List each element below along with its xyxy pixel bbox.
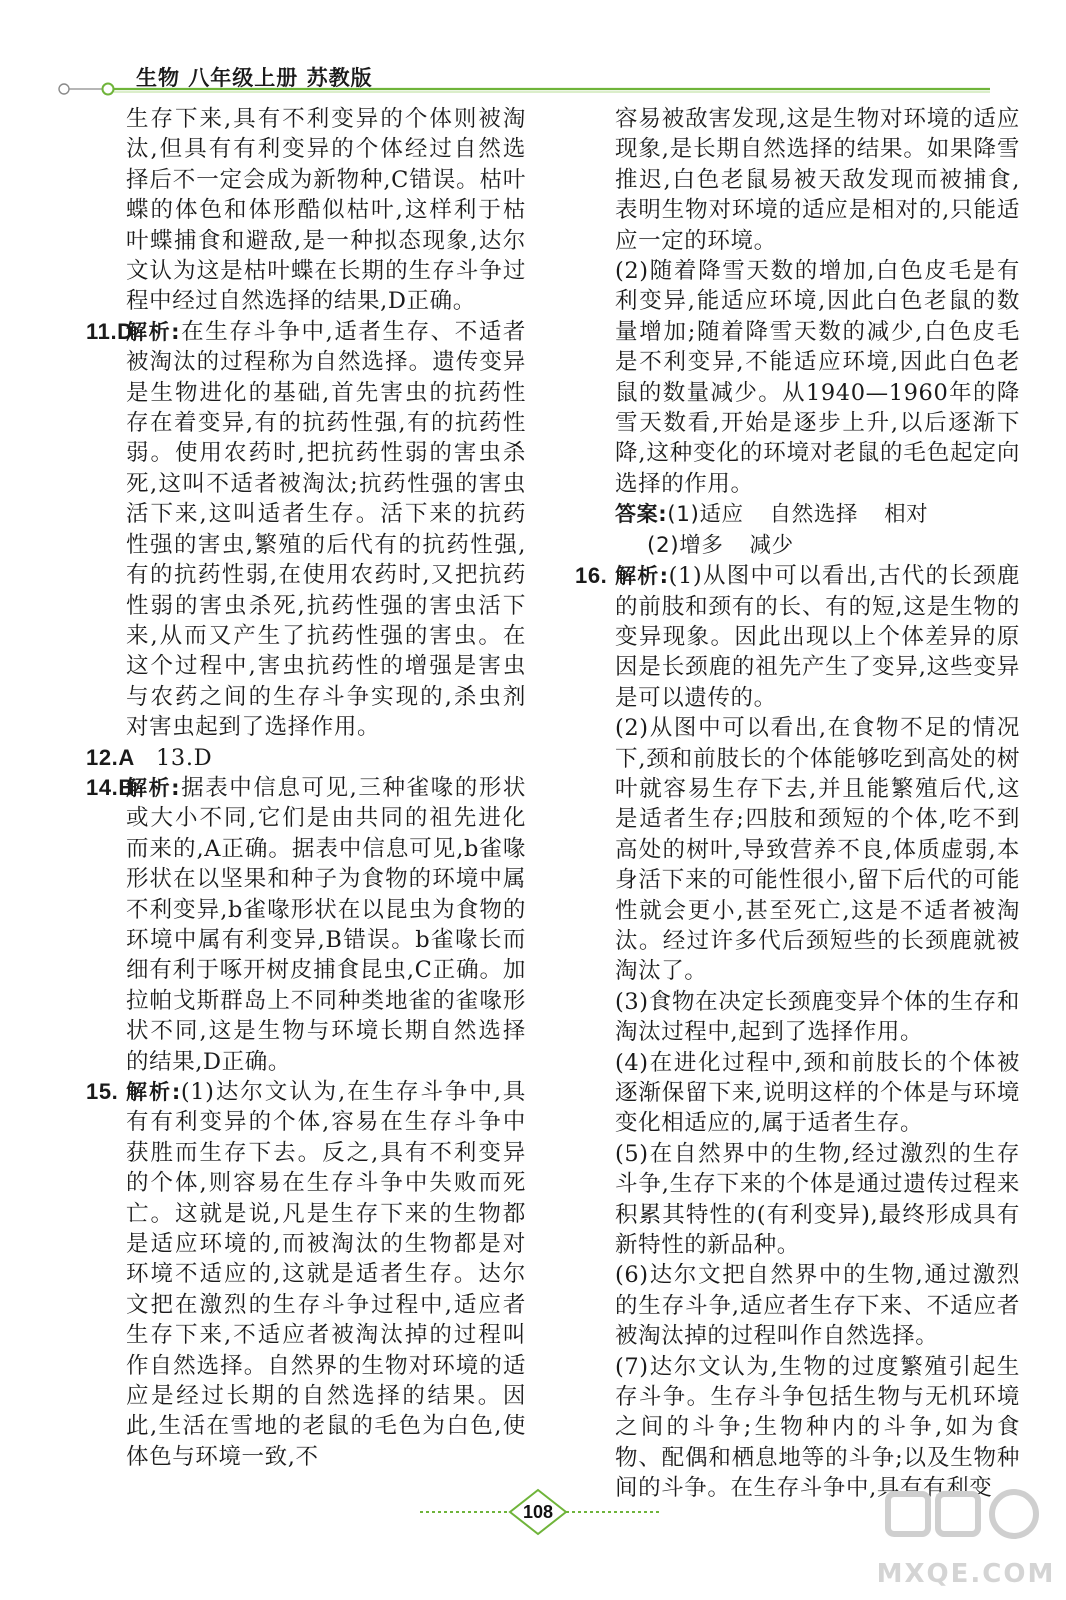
analysis-text: 在生存斗争中,适者生存、不适者被淘汰的过程称为自然选择。遗传变异是生物进化的基础,首先害虫的抗药性存在着变异,有的抗药性强,有的抗药性弱。使用农药时,把抗药性弱的害虫杀死,这叫不适者被淘汰;抗药性强的害虫活下来,这叫适者生存。活下来的抗药性强的害虫,繁殖的后代有的抗药性强,有的抗药性弱,在使用农药时,又把抗药性弱的害虫杀死,抗药性强的害虫活下来,从而又产生了抗药性强的害虫。在这个过程中,害虫抗药性的增强是害虫与农药之间的生存斗争实现的,杀虫剂对害虫起到了选择作用。 — [126, 318, 526, 741]
question-number-13: 13.D — [156, 744, 213, 771]
answer-5: 减少 — [749, 532, 794, 558]
answer-block-2 — [575, 531, 1020, 561]
page-number: 108 — [522, 1502, 554, 1522]
analysis-part-7: (7)达尔文认为,生物的过度繁殖引起生存斗争。生存斗争包括生物与无机环境之间的斗争;生物种内的斗争,如为食物、配偶和栖息地等的斗争;以及生物种间的斗争。在生存斗争中,具有有利变 — [615, 1353, 1020, 1502]
left-column — [86, 104, 526, 1472]
answer-2: 自然选择 — [769, 502, 859, 528]
analysis-label: 解析: — [126, 1080, 181, 1104]
analysis-text: (1)达尔文认为,在生存斗争中,具有有利变异的个体,容易在生存斗争中获胜而生存下去。反之,具有不利变异的个体,则容易在生存斗争中失败而死亡。这就是说,凡是生存下来的生物都是适应环境的,而被淘汰的生物都是对环境不适应的,这就是适者生存。达尔文把在激烈的生存斗争过程中,适应者生存下来,不适应者被淘汰掉的过程叫作自然选择。自然界的生物对环境的适应是经过长期的自然选择的结果。因此,生活在雪地的老鼠的毛色为白色,使体色与环境一致,不 — [126, 1079, 526, 1470]
continuation-paragraph: 生存下来,具有不利变异的个体则被淘汰,但具有有利变异的个体经过自然选择后不一定会成为新物种,C错误。枯叶蝶的体色和体形酷似枯叶,这样利于枯叶蝶捕食和避敌,是一种拟态现象,达尔文认为这是枯叶蝶在长期的生存斗争过程中经过自然选择的结果,D正确。 — [126, 106, 526, 315]
analysis-text: (1)从图中可以看出,古代的长颈鹿的前肢和颈有的长、有的短,这是生物的变异现象。因此出现以上个体差异的原因是长颈鹿的祖先产生了变异,这些变异是可以遗传的。 — [615, 563, 1020, 711]
continuation-paragraph: 容易被敌害发现,这是生物对环境的适应现象,是长期自然选择的结果。如果降雪推迟,白色老鼠易被天敌发现而被捕食,表明生物对环境的适应是相对的,只能适应一定的环境。 — [615, 106, 1020, 254]
analysis-part-2: (2)随着降雪天数的增加,白色皮毛是有利变异,能适应环境,因此白色老鼠的数量增加;随着降雪天数的减少,白色皮毛是不利变异,不能适应环境,因此白色老鼠的数量减少。从1940—1960年的降雪天数看,开始是逐步上升,以后逐渐下降,这种变化的环境对老鼠的毛色起定向选择的作用。 — [615, 258, 1020, 497]
answer-item-14 — [86, 773, 526, 1077]
question-number: 15. — [86, 1079, 119, 1104]
answer-3: 相对 — [884, 502, 929, 528]
answer-item-15 — [86, 1077, 526, 1472]
question-number: 16. — [575, 563, 608, 589]
answer-item-12-13 — [86, 743, 526, 773]
answer-block — [575, 499, 1020, 530]
book-title: 生物 八年级上册 苏教版 — [136, 66, 373, 90]
svg-text:MXQE.COM: MXQE.COM — [876, 1559, 1056, 1589]
question-number: 11.D — [86, 318, 134, 344]
question-number: 12.A — [86, 744, 135, 770]
analysis-part-2: (2)从图中可以看出,在食物不足的情况下,颈和前肢长的个体能够吃到高处的树叶就容易生存下去,并且能繁殖后代,这是适者生存;四肢和颈短的个体,吃不到高处的树叶,导致营养不良,体质虚弱,本身活下来的可能性很小,留下后代的可能性就会更小,甚至死亡,这是不适者被淘汰。经过许多代后颈短些的长颈鹿就被淘汰了。 — [615, 715, 1020, 985]
analysis-part-4: (4)在进化过程中,颈和前肢长的个体被逐渐保留下来,说明这样的个体是与环境变化相适应的,属于适者生存。 — [615, 1049, 1020, 1137]
analysis-label: 解析: — [126, 319, 181, 344]
analysis-text: 据表中信息可见,三种雀喙的形状或大小不同,它们是由共同的祖先进化而来的,A正确。据表中信息可见,b雀喙形状在以坚果和种子为食物的环境中属不利变异,b雀喙形状在以昆虫为食物的环境中属有利变异,B错误。b雀喙长而细有利于啄开树皮捕食昆虫,C正确。加拉帕戈斯群岛上不同种类地雀的雀喙形状不同,这是生物与环境长期自然选择的结果,D正确。 — [126, 774, 526, 1075]
right-column — [575, 104, 1020, 1504]
analysis-label: 解析: — [126, 775, 181, 800]
analysis-part-6: (6)达尔文把自然界中的生物,通过激烈的生存斗争,适应者生存下来、不适应者被淘汰掉的过程叫作自然选择。 — [615, 1262, 1020, 1350]
analysis-label: 解析: — [615, 564, 669, 589]
question-number: 14.B — [86, 774, 135, 800]
answer-item-11 — [86, 317, 526, 743]
answer-1: (1)适应 — [667, 502, 744, 528]
answer-4: (2)增多 — [647, 532, 724, 558]
answer-item-16 — [575, 561, 1020, 713]
page-header — [0, 0, 1066, 110]
analysis-part-3: (3)食物在决定长颈鹿变异个体的生存和淘汰过程中,起到了选择作用。 — [615, 988, 1020, 1046]
answer-label: 答案: — [615, 502, 668, 527]
analysis-part-5: (5)在自然界中的生物,经过激烈的生存斗争,生存下来的个体是通过遗传过程来积累其特性的(有利变异),最终形成具有新特性的新品种。 — [615, 1140, 1020, 1259]
watermark-logo — [876, 1486, 1056, 1596]
